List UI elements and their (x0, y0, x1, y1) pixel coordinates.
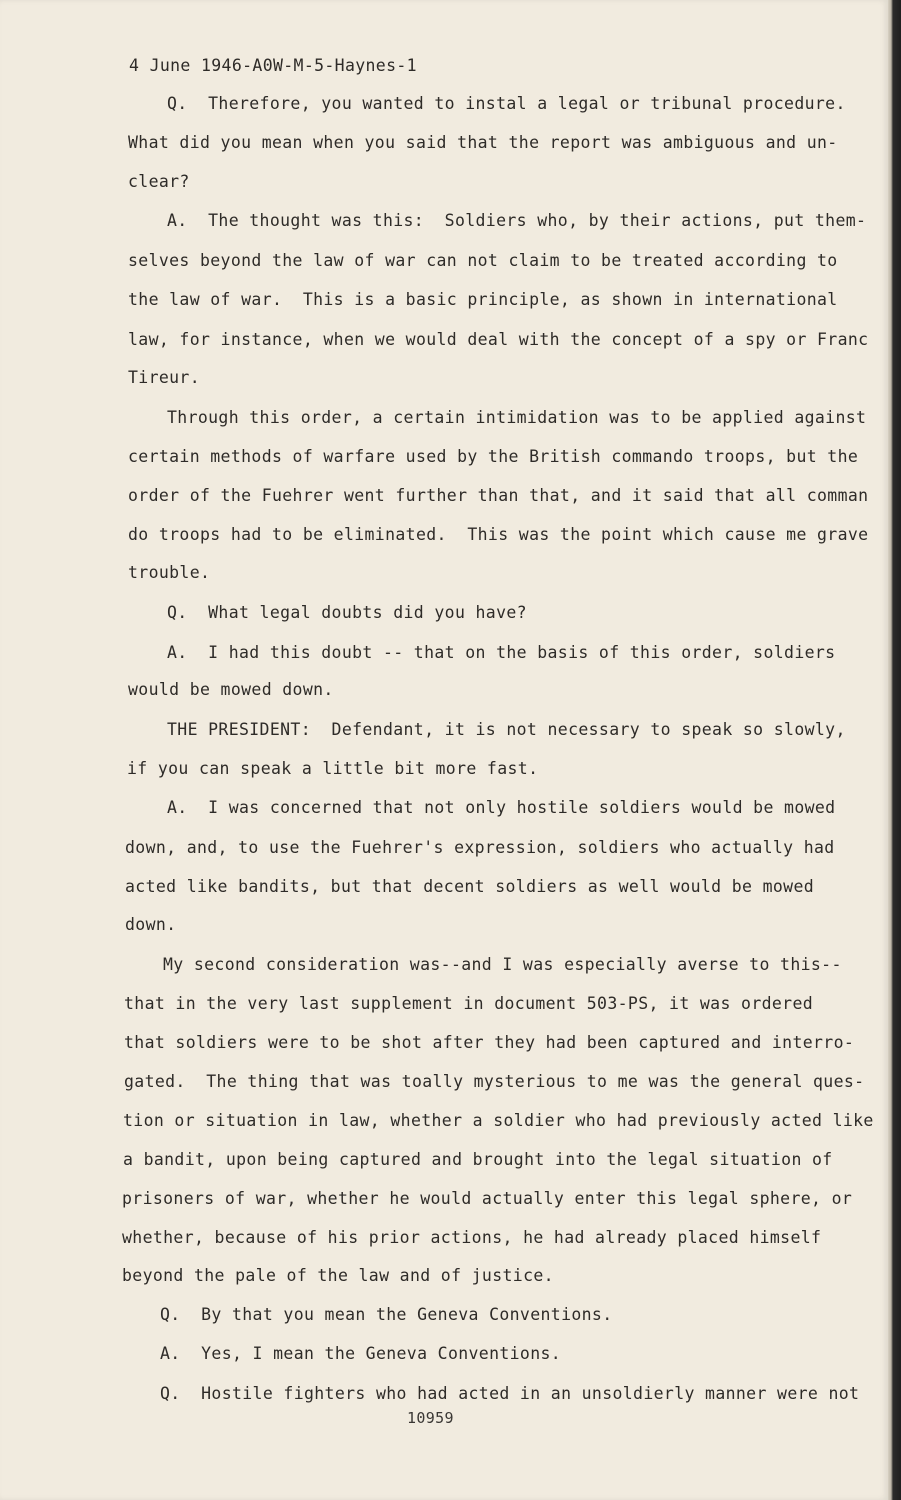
text-line: if you can speak a little bit more fast. (127, 759, 539, 778)
text-line: Tireur. (128, 368, 200, 387)
text-line: a bandit, upon being captured and brought into the legal situation of (123, 1150, 833, 1169)
text-line: trouble. (128, 563, 211, 582)
text-line: order of the Fuehrer went further than that, and it said that all comman (128, 486, 869, 505)
text-line: My second consideration was--and I was especially averse to this-- (163, 955, 842, 974)
text-line: A. I had this doubt -- that on the basis of this order, soldiers (167, 643, 836, 662)
text-line: Q. Hostile fighters who had acted in an unsoldierly manner were not (160, 1384, 860, 1403)
text-line: clear? (128, 172, 190, 191)
page-edge (888, 0, 901, 1500)
text-line: Through this order, a certain intimidation was to be applied against (167, 408, 867, 427)
text-line: law, for instance, when we would deal with the concept of a spy or Franc (128, 330, 869, 349)
text-line: THE PRESIDENT: Defendant, it is not necessary to speak so slowly, (167, 720, 846, 739)
text-line: What did you mean when you said that the report was ambiguous and un- (128, 133, 838, 152)
document-header: 4 June 1946-A0W-M-5-Haynes-1 (129, 56, 417, 75)
text-line: A. The thought was this: Soldiers who, by their actions, put them- (167, 211, 867, 230)
text-line: that in the very last supplement in document 503-PS, it was ordered (124, 994, 814, 1013)
text-line: A. Yes, I mean the Geneva Conventions. (160, 1344, 562, 1363)
page-number: 10959 (407, 1409, 454, 1427)
text-line: Q. Therefore, you wanted to instal a legal or tribunal procedure. (167, 94, 846, 113)
text-line: would be mowed down. (128, 680, 334, 699)
text-line: certain methods of warfare used by the British commando troops, but the (128, 447, 859, 466)
text-line: down. (125, 915, 177, 934)
text-line: acted like bandits, but that decent soldiers as well would be mowed (125, 877, 815, 896)
text-line: tion or situation in law, whether a soldier who had previously acted like (123, 1111, 874, 1130)
text-line: Q. What legal doubts did you have? (167, 603, 527, 622)
text-line: selves beyond the law of war can not claim to be treated according to (128, 251, 838, 270)
text-line: prisoners of war, whether he would actually enter this legal sphere, or (122, 1189, 853, 1208)
text-line: beyond the pale of the law and of justice. (122, 1266, 554, 1285)
text-line: whether, because of his prior actions, he had already placed himself (122, 1228, 822, 1247)
text-line: gated. The thing that was toally mysterious to me was the general ques- (124, 1072, 865, 1091)
text-line: that soldiers were to be shot after they had been captured and interro- (124, 1033, 855, 1052)
text-line: Q. By that you mean the Geneva Conventions. (160, 1305, 613, 1324)
text-line: A. I was concerned that not only hostile soldiers would be mowed (167, 798, 836, 817)
text-line: the law of war. This is a basic principle, as shown in international (128, 290, 838, 309)
text-line: do troops had to be eliminated. This was the point which cause me grave (128, 525, 869, 544)
text-line: down, and, to use the Fuehrer's expression, soldiers who actually had (125, 838, 835, 857)
